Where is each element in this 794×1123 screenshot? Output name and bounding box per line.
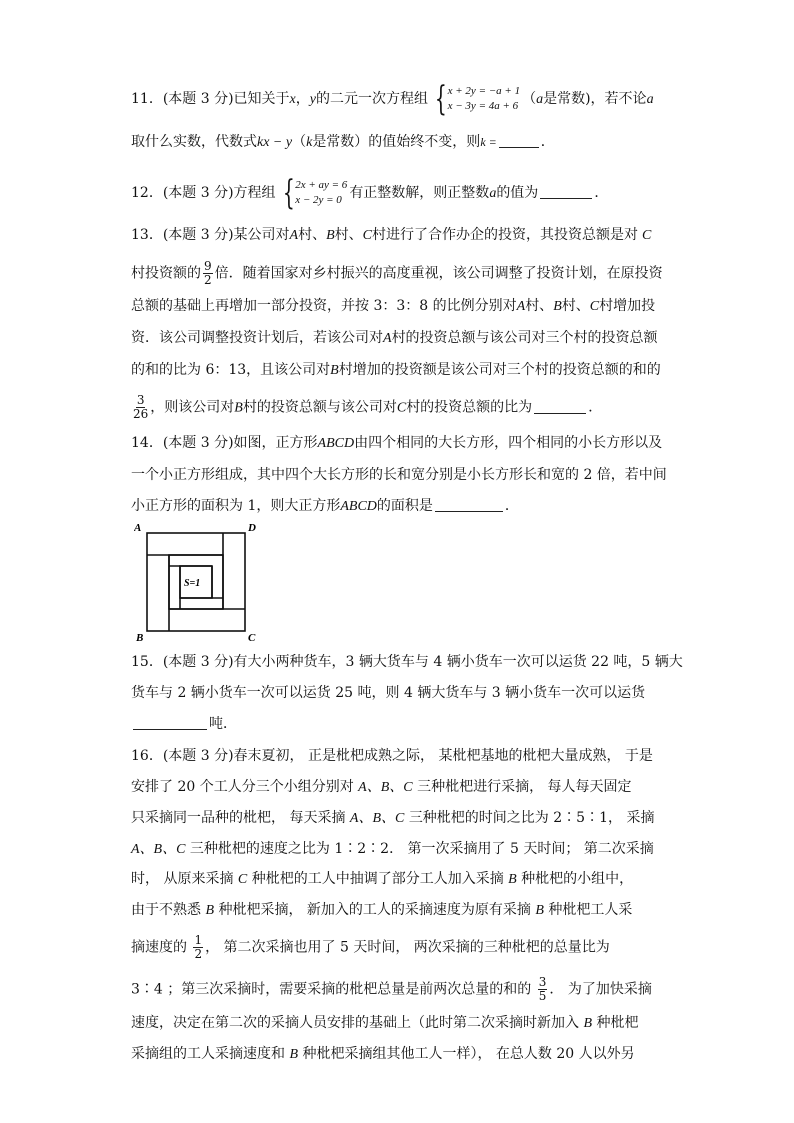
q13-line2 (131, 260, 663, 287)
q11-prefix: 11．(本题 3 分)已知关于 (131, 91, 290, 107)
q16-l6-B2: B (535, 903, 544, 918)
q12-eq2: x − 2y = 0 (295, 194, 342, 206)
q16-l3-mid: 三种枇杷的时间之比为 (408, 810, 549, 826)
q13-l6-C: C (396, 400, 407, 416)
fig-label-A: A (134, 522, 142, 534)
q13-l6-mid: 村的投资总额与该公司对 (242, 399, 397, 416)
q13-l3-vB: 村、 (561, 298, 590, 314)
q14-end: ． (504, 498, 519, 514)
q14-l1-pre: 14．(本题 3 分)如图，正方形 (131, 435, 318, 451)
q13-line1 (131, 225, 651, 246)
q12-prefix: 12．(本题 3 分)方程组 (131, 185, 276, 201)
q16-line6 (131, 900, 632, 921)
q16-l2-rest: 三种枇杷进行采摘， 每人每天固定 (417, 779, 632, 795)
q16-l7-rest: ， 第二次采摘也用了 5 天时间， 两次采摘的三种枇杷的总量比为 (205, 939, 610, 956)
q16-line8 (131, 976, 652, 1003)
q11-mid-text: 的二元一次方程组 (315, 91, 428, 107)
q13-end: ． (588, 399, 603, 416)
q16-l5-B: B (508, 872, 517, 887)
q13-l3: 总额的基础上再增加一部分投资，并按 3：3：8 的比例分别对 (131, 298, 517, 314)
q12-line (131, 173, 609, 213)
q12-eq1: 2x + ay = 6 (295, 179, 348, 191)
q16-l4-rest: ． 第一次采摘用了 5 天时间； 第二次采摘 (389, 841, 654, 857)
q13-l4-rest: 村的投资总额与该公司对三个村的投资总额 (391, 330, 658, 346)
q15-line2 (131, 683, 645, 703)
q16-l3-ratio: 2∶5∶1 (553, 810, 608, 826)
q16-frac1-den: 2 (194, 947, 203, 961)
q14-l3-pre: 小正方形的面积为 1，则大正方形 (131, 498, 341, 514)
q11-var-y: y (309, 92, 316, 107)
q11-line1 (131, 79, 654, 119)
q13-l3-A: A (516, 299, 526, 314)
q14-answer-blank[interactable] (435, 497, 503, 512)
q16-line10 (131, 1044, 635, 1065)
q14-line3 (131, 496, 519, 517)
q16-l9-B: B (583, 1016, 593, 1031)
q16-l7-pre: 摘速度的 (131, 939, 187, 956)
q14-l3-rest: 的面积是 (376, 498, 433, 514)
q13-l2-pre: 村投资额的 (131, 265, 201, 282)
q16-l10-rest: 种枇杷采摘组其他工人一样）， 在总人数 20 人以外另 (302, 1046, 635, 1062)
fig-label-B: B (136, 632, 144, 641)
q11-paren-a: a (536, 92, 544, 107)
q15-answer-blank[interactable] (133, 715, 207, 730)
q14-line1 (131, 433, 662, 454)
q13-l1-rest: 村进行了合作办企的投资，其投资总额是对 (372, 227, 639, 243)
q16-line2 (131, 777, 632, 798)
q13-l6-B: B (234, 400, 243, 416)
q13-line3 (131, 296, 655, 317)
q16-line5 (131, 869, 633, 890)
q16-l4-ratio: 1∶2∶2 (334, 841, 390, 857)
q11-line2 (131, 132, 555, 153)
q16-fraction-1-2 (193, 934, 203, 961)
q13-line5 (131, 360, 661, 381)
q16-frac2-den: 5 (538, 989, 547, 1003)
q16-l5-C: C (237, 872, 248, 887)
q13-l3-B: B (553, 299, 562, 314)
q13-l5-pre: 的和的比为 6：13，且该公司对 (131, 362, 331, 378)
q13-C: C (362, 228, 373, 243)
q16-l5-mid: 种枇杷的工人中抽调了部分工人加入采摘 (251, 871, 504, 887)
q11-expression: kx − y (257, 135, 293, 150)
q11-equation-system: { x + 2y = −a + 1 x − 3y = 4a + 6 (434, 79, 521, 119)
q13-vA: 村、 (298, 227, 327, 243)
q11-paren2-rest: 是常数）的值始终不变，则 (312, 134, 481, 150)
q13-l3-C: C (589, 299, 600, 314)
q16-l3-pre: 只采摘同一品种的枇杷， 每天采摘 (131, 810, 346, 826)
q11-open-paren2: （ (292, 134, 307, 150)
fig-label-C: C (248, 632, 256, 641)
q14-l3-abcd: ABCD (340, 499, 377, 514)
q16-line9 (131, 1013, 638, 1034)
q16-frac2-num: 3 (538, 975, 547, 989)
q13-fraction-3-26 (133, 394, 148, 421)
q16-l8-mid: ；第三次采摘时，需要采摘的枇杷总量是前两次总量的和的 (167, 981, 532, 998)
q13-C2: C (642, 228, 652, 243)
q13-l5-rest: 村增加的投资额是该公司对三个村的投资总额的和的 (338, 362, 661, 378)
q16-l8-ratio: 3∶4 (131, 981, 163, 998)
q14-square-figure (134, 521, 264, 641)
q14-line2 (131, 465, 667, 485)
q13-l6-rest: 村的投资总额的比为 (406, 399, 533, 416)
q16-l3-end: ， 采摘 (608, 810, 655, 826)
q16-l9-pre: 速度，决定在第二次的采摘人员安排的基础上（此时第二次采摘时新加入 (131, 1015, 579, 1031)
q13-l6-pre: ，则该公司对 (150, 399, 235, 416)
q13-frac1-num: 9 (204, 259, 212, 273)
q13-l4-A: A (383, 331, 392, 346)
q11-eq2: x − 3y = 4a + 6 (447, 100, 519, 112)
q15-l1: 15．(本题 3 分)有大小两种货车，3 辆大货车与 4 辆小货车一次可以运货 22 吨，5 辆大 (131, 654, 683, 670)
q11-line2-pre: 取什么实数，代数式 (131, 134, 257, 150)
q15-l3-end: 吨． (209, 716, 237, 732)
q13-l3-end: 村增加投 (599, 298, 656, 314)
q16-l4-mid: 三种枇杷的速度之比为 (189, 841, 330, 857)
q16-line7 (131, 934, 610, 961)
q16-l1: 16．(本题 3 分)春末夏初， 正是枇杷成熟之际， 某枇杷基地的枇杷大量成熟， 于是 (131, 748, 653, 764)
q11-open-paren: （ (522, 91, 537, 107)
q16-fraction-3-5 (538, 976, 548, 1003)
fig-label-D: D (248, 522, 256, 534)
q16-line4 (131, 839, 654, 860)
q11-sep: ， (295, 91, 310, 107)
q16-line3 (131, 808, 654, 829)
q13-frac2-num: 3 (136, 393, 145, 407)
q16-l9-rest: 种枇杷 (596, 1015, 639, 1031)
q13-A: A (289, 228, 299, 243)
q12-answer-blank[interactable] (540, 184, 592, 199)
q16-l3-abc: A、B、C (349, 811, 405, 826)
q13-line4 (131, 328, 658, 349)
fig-area-label: S=1 (184, 578, 201, 589)
q14-l1-abcd: ABCD (317, 436, 355, 451)
q14-l1-rest: 由四个相同的大长方形，四个相同的小长方形以及 (354, 435, 663, 451)
q13-frac1-den: 2 (204, 273, 212, 287)
q16-l6-mid: 种枇杷采摘， 新加入的工人的采摘速度为原有采摘 (218, 902, 531, 918)
q16-l5-pre: 时， 从原来采摘 (131, 871, 234, 887)
q12-var-a: a (489, 186, 497, 201)
q16-l6-B: B (205, 903, 215, 918)
q11-answer-blank[interactable] (499, 133, 539, 148)
q13-answer-blank[interactable] (534, 399, 586, 414)
q16-l6-rest: 种枇杷工人采 (548, 902, 633, 918)
q12-end: ． (594, 185, 609, 201)
q11-paren-rest: 是常数)，若不论 (543, 91, 647, 107)
q11-end: ． (540, 134, 555, 150)
q16-frac1-num: 1 (194, 933, 203, 947)
q13-frac2-den: 26 (133, 407, 149, 421)
q13-fraction-9-2 (203, 260, 213, 287)
q13-l3-vA: 村、 (525, 298, 554, 314)
q15-l2: 货车与 2 辆小货车一次可以运货 25 吨，则 4 辆大货车与 3 辆小货车一次可以运货 (131, 685, 646, 701)
q15-line1 (131, 652, 683, 672)
q15-line3 (131, 714, 237, 734)
q14-l2: 一个小正方形组成，其中四个大长方形的长和宽分别是小长方形长和宽的 2 倍，若中间 (131, 467, 667, 483)
q16-l10-pre: 采摘组的工人采摘速度和 (131, 1046, 285, 1062)
q16-l2-abc: A、B、C (358, 780, 413, 795)
q11-var-x: x (289, 92, 296, 107)
q13-line6 (131, 394, 602, 421)
q13-l1-pre: 13．(本题 3 分)某公司对 (131, 227, 290, 243)
q12-mid-text: 有正整数解，则正整数 (349, 185, 490, 201)
q16-l6-pre: 由于不熟悉 (131, 902, 201, 918)
q12-end-text: 的值为 (496, 185, 539, 201)
q13-l5-B: B (330, 363, 339, 378)
q13-l2-rest: 倍．随着国家对乡村振兴的高度重视，该公司调整了投资计划，在原投资 (214, 265, 663, 282)
q16-l10-B: B (289, 1047, 299, 1062)
q13-vB: 村、 (334, 227, 363, 243)
q16-l5-rest: 种枇杷的小组中， (521, 871, 634, 887)
q13-l4-pre: 资．该公司调整投资计划后，若该公司对 (131, 330, 383, 346)
q16-l4-abc: A、B、C (131, 842, 186, 857)
q16-l2-pre: 安排了 20 个工人分三个小组分别对 (131, 779, 354, 795)
q11-a-end: a (646, 92, 654, 107)
q11-paren2-k: k (306, 135, 313, 150)
q11-k-eq: k = (480, 135, 497, 149)
q13-B: B (326, 228, 335, 243)
q12-equation-system: { 2x + ay = 6 x − 2y = 0 (282, 173, 348, 213)
q11-eq1: x + 2y = −a + 1 (447, 85, 521, 97)
q16-line1 (131, 746, 653, 766)
q16-l8-rest: ． 为了加快采摘 (549, 981, 652, 998)
q14-figure-svg (134, 521, 264, 641)
